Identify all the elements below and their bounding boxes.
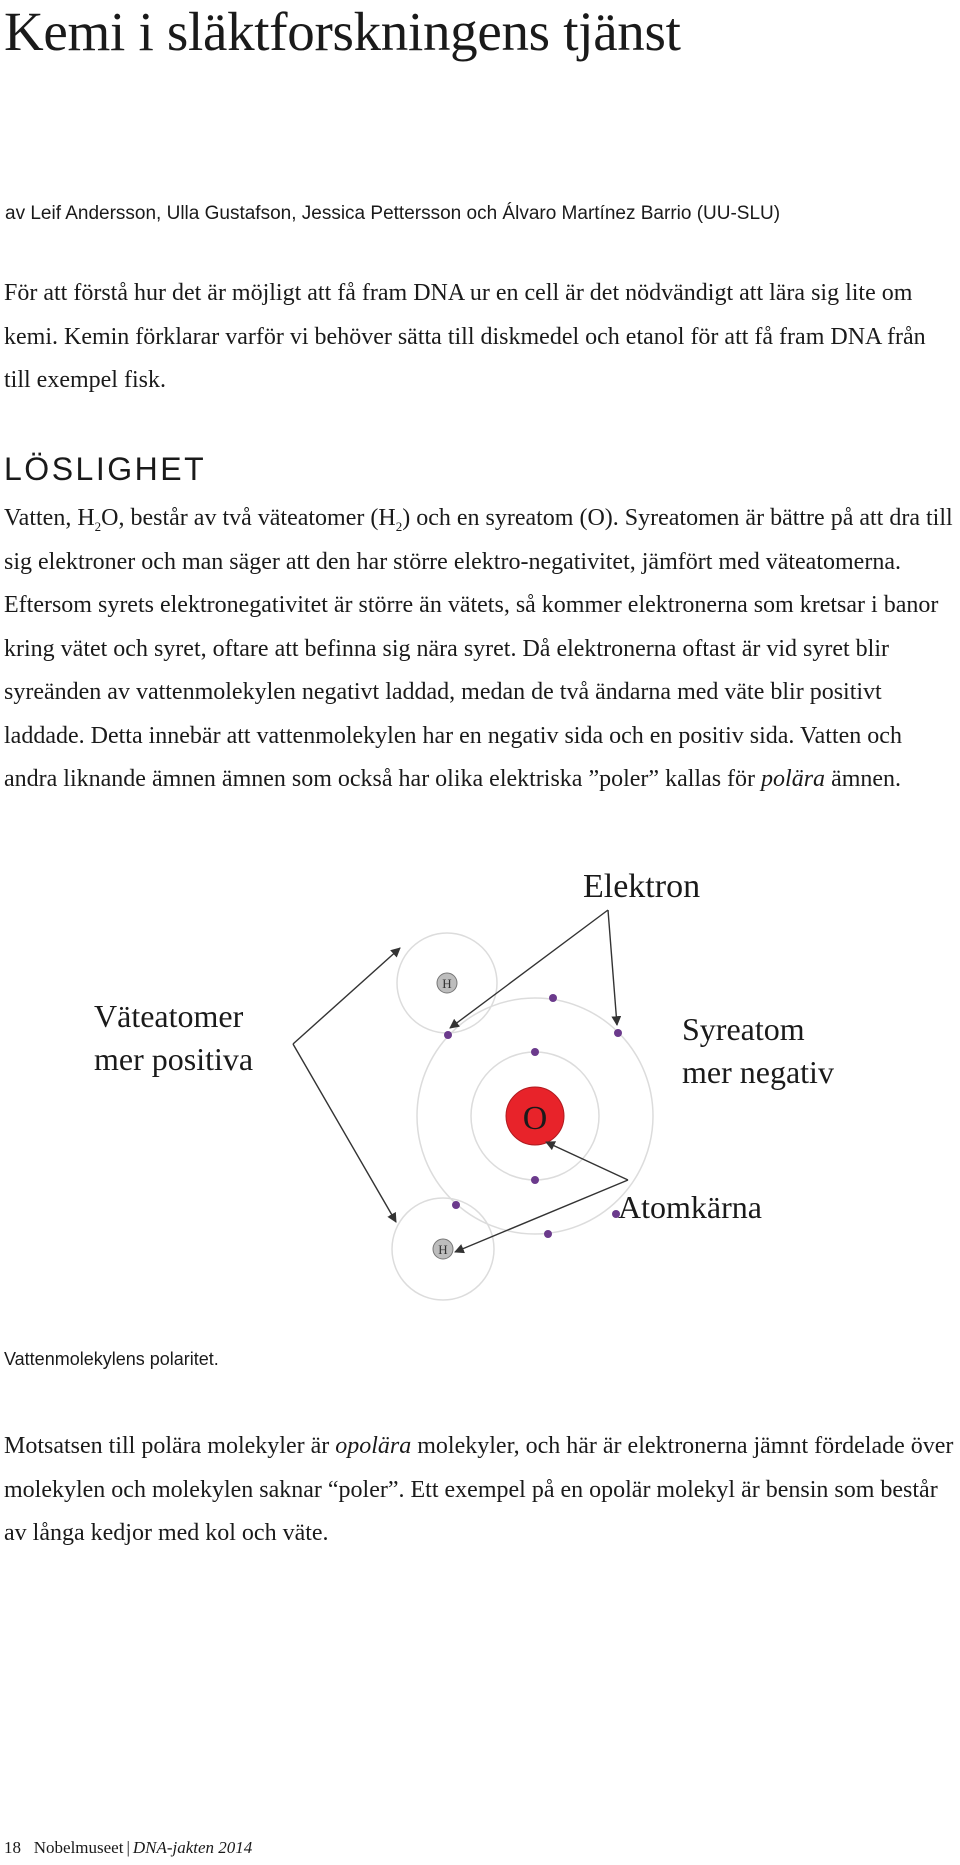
hydrogen-symbol: H (442, 976, 452, 991)
label-oxygen-line1: Syreatom (682, 1011, 805, 1047)
arrow-electron-right (608, 910, 617, 1025)
hydrogen-symbol: H (438, 1242, 448, 1257)
intro-paragraph: För att förstå hur det är möjligt att få fram DNA ur en cell är det nödvändigt att lära sig lite om kemi. Kemin förklarar varför vi behöver sätta till diskmedel och etanol för att få fram DNA från till exempel fisk. (4, 280, 926, 393)
hydrogen-atom-top (397, 933, 497, 1033)
arrow-hydrogen-top (293, 948, 400, 1044)
label-electron: Elektron (583, 868, 701, 905)
text-span: O, består av två väteatomer (H (101, 505, 396, 531)
label-oxygen-line2: mer negativ (682, 1054, 834, 1090)
publisher-name: Nobelmuseet (33, 1838, 124, 1857)
electron (614, 1029, 622, 1037)
page-number: 18 (4, 1838, 21, 1857)
text-span: molekyler, och här är elektronerna jämnt fördelade över molekylen och molekylen saknar “poler”. Ett exempel på en opolär molekyl är bensin som består av långa kedjor med kol och väte. (4, 1433, 954, 1546)
body-paragraph-2 (4, 1425, 956, 1556)
electron (531, 1048, 539, 1056)
arrow-nucleus-oxygen (546, 1142, 628, 1180)
text-span: ämnen. (825, 766, 902, 792)
label-hydrogen-line1: Väteatomer (94, 998, 244, 1034)
electron (444, 1031, 452, 1039)
italic-term: opolära (335, 1433, 412, 1459)
publication-name: DNA-jakten 2014 (132, 1838, 253, 1857)
subscript: 2 (94, 519, 102, 534)
figure-caption: Vattenmolekylens polaritet. (4, 1349, 219, 1369)
water-molecule-diagram (0, 868, 960, 1360)
arrow-electron-left (450, 910, 608, 1028)
text-span: ) och en syreatom (O). Syreatomen är bättre på att dra till sig elektroner och man säger att den har större elektro-negativitet, jämfört med väteatomerna. Eftersom syrets elektronegativitet är större än vätets, så kommer elektronerna som kretsar i banor kring vätet och syret, oftare att befinna sig nära syret. Då elektronerna oftast är vid syret blir syreänden av vattenmolekylen negativt laddad, medan de två ändarna med väte blir positivt laddade. Detta innebär att vattenmolekylen har en negativ sida och en positiv sida. Vatten och andra liknande ämnen ämnen som också har olika elektriska ”poler” kallas för (4, 505, 953, 792)
authors-line: av Leif Andersson, Ulla Gustafson, Jessica Pettersson och Álvaro Martínez Barrio (UU-SLU) (5, 203, 781, 224)
electron (452, 1201, 460, 1209)
text-span: Vatten, H (4, 505, 95, 531)
text-span: Motsatsen till polära molekyler är (4, 1433, 336, 1459)
electron (531, 1176, 539, 1184)
subscript: 2 (395, 519, 403, 534)
hydrogen-atom-bottom (392, 1198, 494, 1300)
electron (544, 1230, 552, 1238)
electron (549, 994, 557, 1002)
body-paragraph-1 (4, 497, 956, 802)
section-heading: LÖSLIGHET (4, 451, 207, 487)
page-footer (4, 1838, 252, 1858)
page-title: Kemi i släktforskningens tjänst (4, 1, 681, 62)
arrow-hydrogen-bottom (293, 1044, 396, 1222)
footer-separator: | (126, 1838, 130, 1857)
italic-term: polära (761, 766, 826, 792)
oxygen-symbol: O (522, 1100, 548, 1137)
label-nucleus: Atomkärna (618, 1189, 762, 1225)
label-hydrogen-line2: mer positiva (94, 1041, 254, 1077)
